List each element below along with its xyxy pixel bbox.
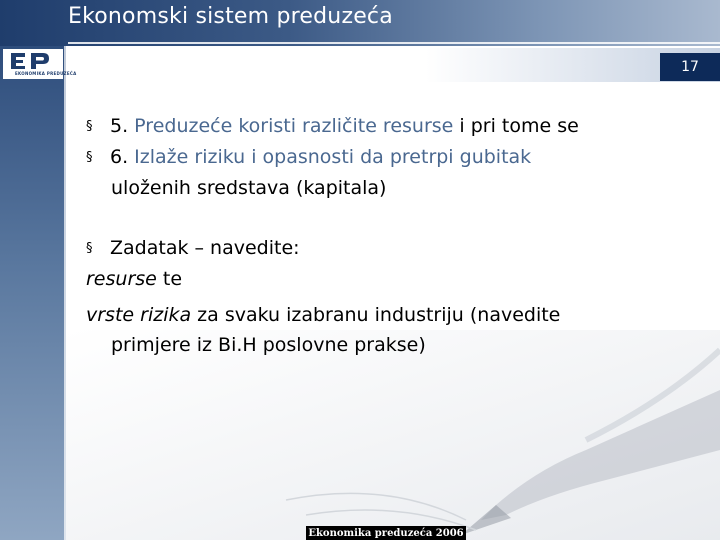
fountain-pen-watermark-icon [66,330,720,540]
slide-footer: Ekonomika preduzeća 2006 [306,526,466,540]
task-line: vrste rizika za svaku izabranu industriju (navedite [86,304,561,326]
header-strip [66,48,720,82]
logo-mark-icon [9,51,57,71]
bullet-item: § 5. Preduzeće koristi različite resurse i pri tome se [86,111,706,142]
title-divider [68,42,720,44]
company-logo [3,49,77,79]
bullet-continuation: uloženih sredstava (kapitala) [111,177,387,199]
bullet-item: § Zadatak – navedite: [86,233,706,264]
task-continuation: primjere iz Bi.H poslovne prakse) [111,334,426,356]
left-sidebar-bar [0,46,66,540]
slide-title: Ekonomski sistem preduzeća [68,4,393,29]
page-number-badge: 17 [660,53,720,81]
logo-text: EKONOMIKA PREDUZEĆA [15,71,77,76]
bullet-marker: § [86,119,93,134]
slide-body [86,111,706,360]
bullet-marker: § [86,241,93,256]
task-line: resurse te [86,268,183,290]
bullet-item: § 6. Izlaže riziku i opasnosti da pretrpi gubitak [86,142,706,173]
bullet-marker: § [86,150,93,165]
